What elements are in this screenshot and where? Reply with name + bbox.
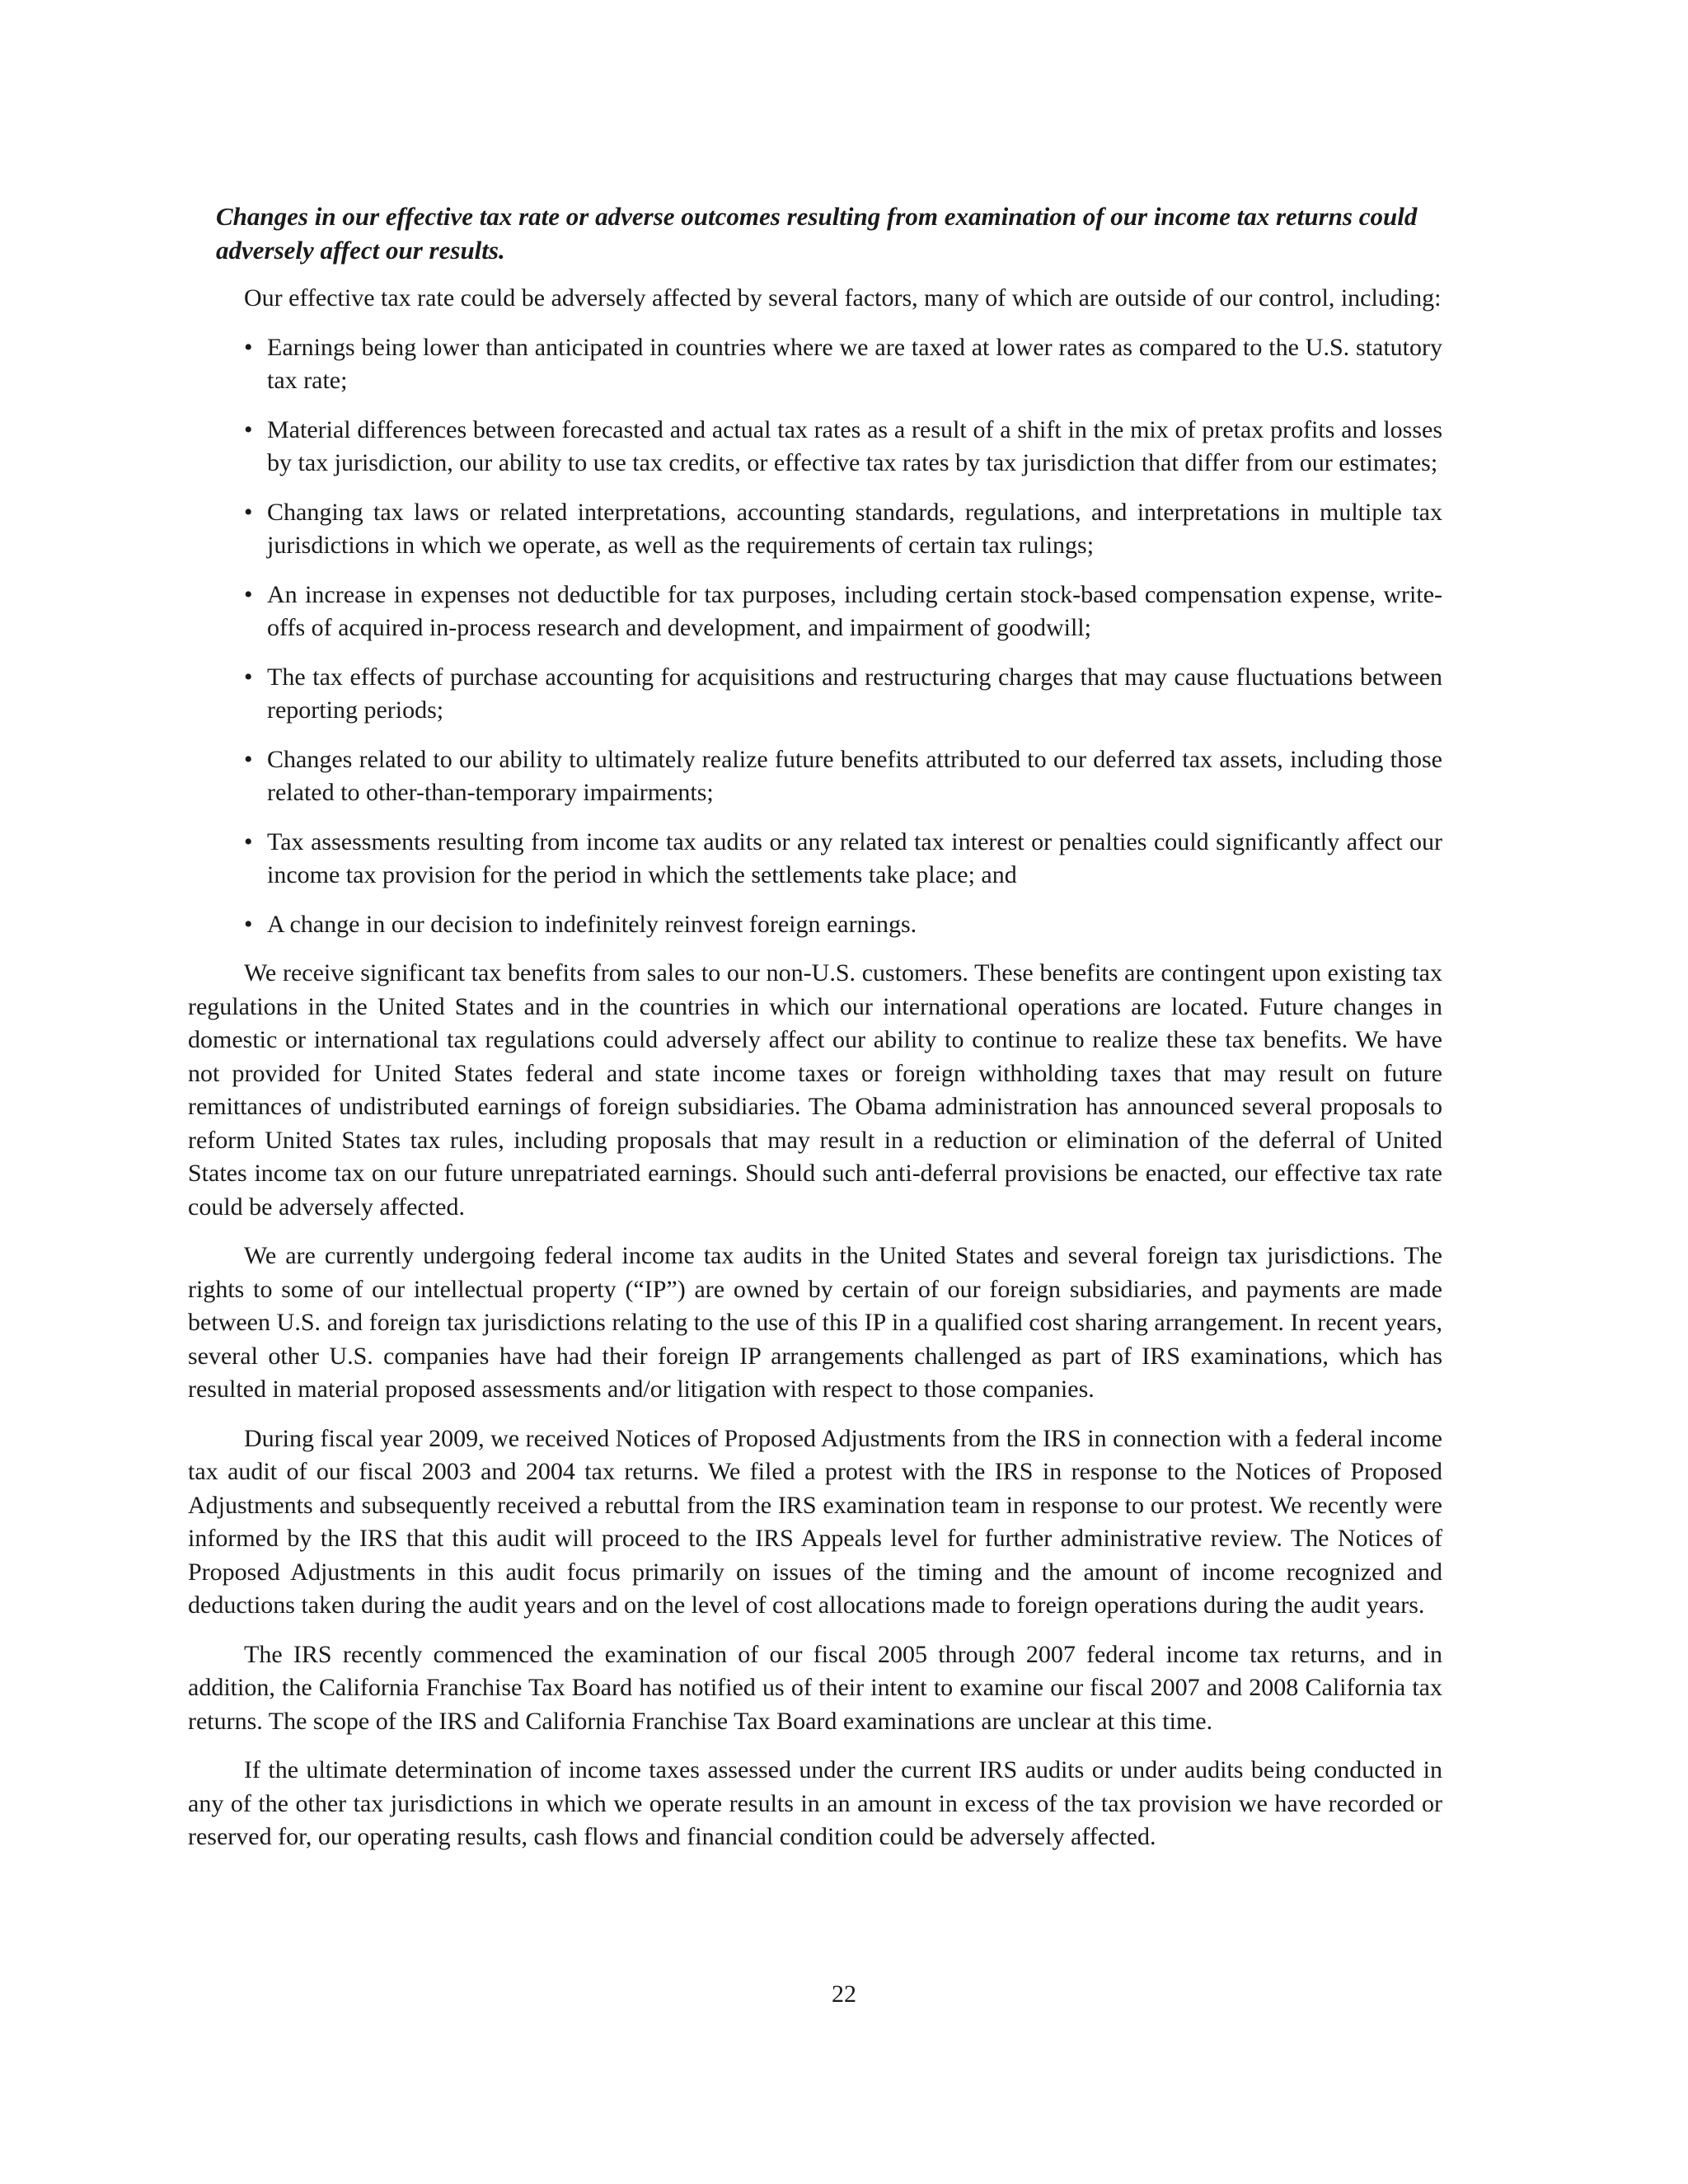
page-number: 22 bbox=[832, 1980, 856, 2008]
bullet-icon: • bbox=[244, 333, 253, 361]
intro-paragraph: Our effective tax rate could be adversely affected by several factors, many of which are outside of our control, including: bbox=[244, 284, 1442, 312]
list-item-text: Changes related to our ability to ultimately realize future benefits attributed to our deferred tax assets, including those related to other-than-temporary impairments; bbox=[267, 745, 1442, 806]
bullet-icon: • bbox=[244, 663, 253, 691]
list-item bbox=[188, 496, 1442, 563]
ultimate-determination-paragraph: If the ultimate determination of income taxes assessed under the current IRS audits or under audits being conducted in any of the other tax jurisdictions in which we operate results in an amount in excess of the tax provision we have recorded or reserved for, our operating results, cash flows and financial condition could be adversely affected. bbox=[188, 1756, 1442, 1850]
factor-list bbox=[188, 331, 1442, 942]
list-item bbox=[188, 331, 1442, 398]
list-item-text: Material differences between forecasted and actual tax rates as a result of a shift in the mix of pretax profits and losses by tax jurisdiction, our ability to use tax credits, or effective tax rates by tax jurisdiction that differ from our estimates; bbox=[267, 415, 1442, 476]
bullet-icon: • bbox=[244, 827, 253, 855]
list-item-text: Tax assessments resulting from income tax audits or any related tax interest or penalties could significantly affect our income tax provision for the period in which the settlements take place; and bbox=[267, 827, 1442, 888]
bullet-icon: • bbox=[244, 415, 253, 443]
list-item bbox=[188, 414, 1442, 480]
list-item-text: A change in our decision to indefinitely reinvest foreign earnings. bbox=[267, 910, 917, 938]
irs-examination-paragraph: The IRS recently commenced the examination of our fiscal 2005 through 2007 federal income tax returns, and in addition, the California Franchise Tax Board has notified us of their intent to examine our fiscal 2007 and 2008 California tax returns. The scope of the IRS and California Franchise Tax Board examinations are unclear at this time. bbox=[188, 1640, 1442, 1735]
list-item bbox=[188, 743, 1442, 810]
proposed-adjustments-paragraph: During fiscal year 2009, we received Notices of Proposed Adjustments from the IRS in connection with a federal income tax audit of our fiscal 2003 and 2004 tax returns. We filed a protest with the IRS in response to the Notices of Proposed Adjustments and subsequently received a rebuttal from the IRS examination team in response to our protest. We recently were informed by the IRS that this audit will proceed to the IRS Appeals level for further administrative review. The Notices of Proposed Adjustments in this audit focus primarily on issues of the timing and the amount of income recognized and deductions taken during the audit years and on the level of cost allocations made to foreign operations during the audit years. bbox=[188, 1424, 1442, 1619]
list-item-text: Changing tax laws or related interpretations, accounting standards, regulations, and interpretations in multiple tax jurisdictions in which we operate, as well as the requirements of certain tax rulings; bbox=[267, 498, 1442, 559]
list-item bbox=[188, 908, 1442, 942]
list-item bbox=[188, 661, 1442, 728]
section-heading: Changes in our effective tax rate or adverse outcomes resulting from examination of our income tax returns could adversely affect our results. bbox=[216, 202, 1418, 265]
tax-audits-paragraph: We are currently undergoing federal income tax audits in the United States and several foreign tax jurisdictions. The rights to some of our intellectual property (“IP”) are owned by certain of our foreign subsidiaries, and payments are made between U.S. and foreign tax jurisdictions relating to the use of this IP in a qualified cost sharing arrangement. In recent years, several other U.S. companies have had their foreign IP arrangements challenged as part of IRS examinations, which has resulted in material proposed assessments and/or litigation with respect to those companies. bbox=[188, 1242, 1442, 1403]
bullet-icon: • bbox=[244, 745, 253, 773]
list-item-text: Earnings being lower than anticipated in countries where we are taxed at lower rates as compared to the U.S. statutory tax rate; bbox=[267, 333, 1442, 394]
document-body bbox=[188, 199, 1442, 1870]
list-item-text: The tax effects of purchase accounting for acquisitions and restructuring charges that may cause fluctuations between reporting periods; bbox=[267, 663, 1442, 724]
bullet-icon: • bbox=[244, 498, 253, 526]
list-item bbox=[188, 826, 1442, 893]
list-item-text: An increase in expenses not deductible for tax purposes, including certain stock-based compensation expense, write-offs of acquired in-process research and development, and impairment of goodwill; bbox=[267, 580, 1442, 641]
list-item bbox=[188, 579, 1442, 645]
bullet-icon: • bbox=[244, 580, 253, 608]
tax-benefits-paragraph: We receive significant tax benefits from sales to our non-U.S. customers. These benefits are contingent upon existing tax regulations in the United States and in the countries in which our international operations are located. Future changes in domestic or international tax regulations could adversely affect our ability to continue to realize these tax benefits. We have not provided for United States federal and state income taxes or foreign withholding taxes that may result on future remittances of undistributed earnings of foreign subsidiaries. The Obama administration has announced several proposals to reform United States tax rules, including proposals that may result in a reduction or elimination of the deferral of United States income tax on our future unrepatriated earnings. Should such anti-deferral provisions be enacted, our effective tax rate could be adversely affected. bbox=[188, 959, 1442, 1221]
bullet-icon: • bbox=[244, 910, 253, 938]
